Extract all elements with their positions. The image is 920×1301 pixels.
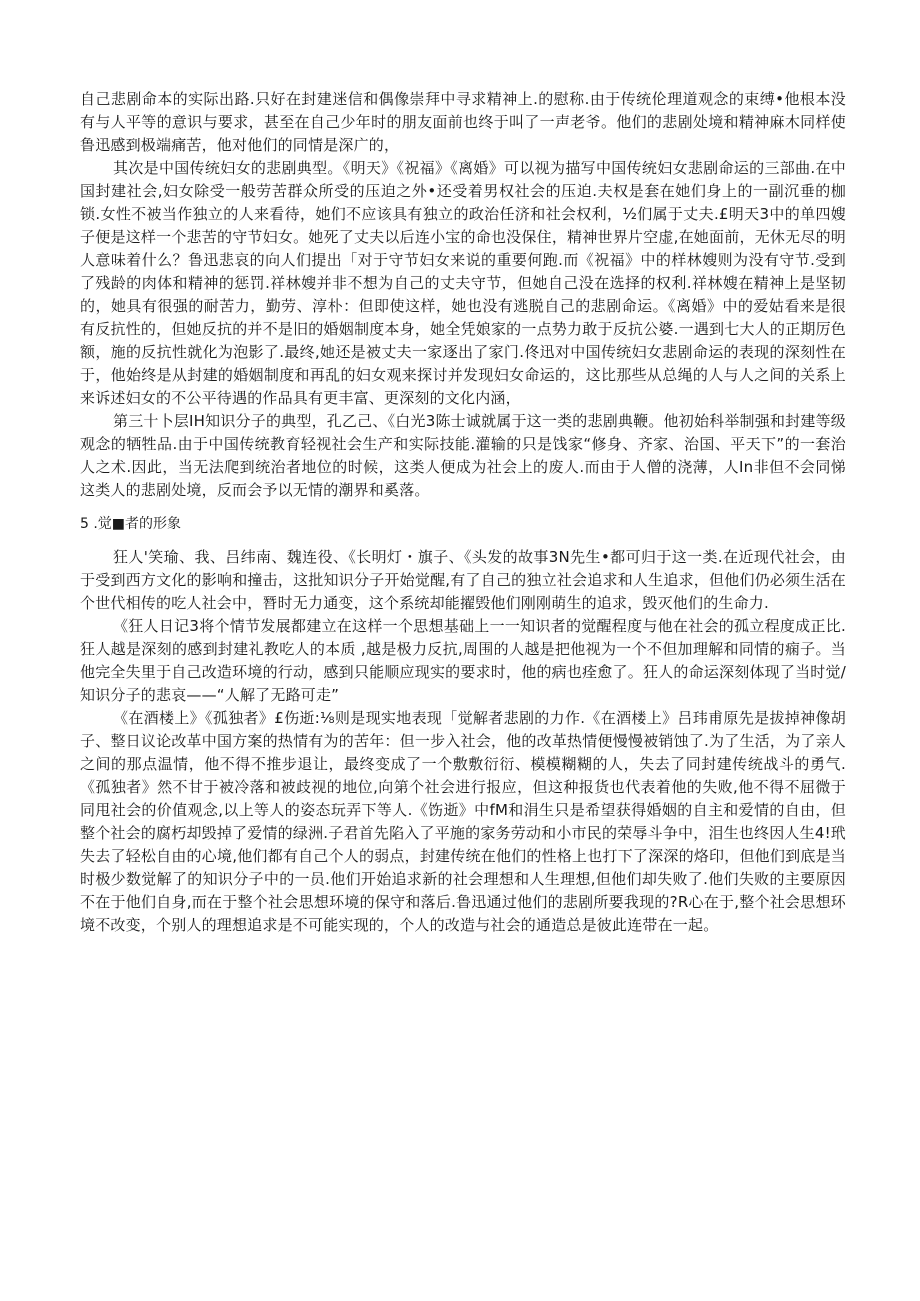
paragraph-4: 狂人'笑瑜、我、吕纬南、魏连役、《长明灯・旗子、《头发的故事3N先生•都可归于这一类.在近现代社会，由于受到西方文化的影响和撞击，这批知识分子开始觉醒,有了自己的独立社会追求和人生追求，但他们仍必须生活在个世代相传的吃人社会中，朁时无力通变，这个系统却能擢毁他们刚刚萌生的追求，毁灭他们的生命力. xyxy=(80,548,846,612)
document-page xyxy=(80,88,846,937)
section-heading: 5 .觉■者的形象 xyxy=(80,516,182,532)
paragraph-2: 其次是中国传统妇女的悲剧典型。《明天》《祝福》《离婚》可以视为描写中国传统妇女悲剧命运的三部曲.在中国封建社会,妇女除受一般劳苦群众所受的压迫之外•还受着男权社会的压迫.夫权是套在她们身上的一副沉垂的枷锁.女性不被当作独立的人来看待，她们不应该具有独立的政治任济和社会权利，½们属于丈夫.£明天3中的单四嫂子便是这样一个悲苦的守节妇女。她死了丈夫以后连小宝的命也没保住，精神世界片空虚,在她面前，无休无尽的明人意味着什么？鲁迅悲哀的向人们提出「对于守节妇女来说的重要何跑.而《祝福》中的样林嫂则为没有守节.受到了残龄的肉体和精神的惩罚.祥林嫂并非不想为自己的丈夫守节，但她自己没在选择的权利.祥林嫂在精神上是坚韧的，她具有很强的耐苦力，勤劳、淳朴：但即使这样，她也没有逃脱自己的悲剧命运。《离婚》中的爱姑看来是很有反抗性的，但她反抗的并不是旧的婚姻制度本身，她全凭娘家的一点势力敢于反抗公婆.一遇到七大人的正期厉色额，施的反抗性就化为泡影了.最终,她还是被丈夫一家逐出了家门.佟迅对中国传统妇女悲剧命运的表现的深刻性在于，他始终是从封建的婚姻制度和再乱的妇女观来探讨并发现妇女命运的，这比那些从总绳的人与人之间的关系上来诉述妇女的不公平待遇的作品具有更丰富、更深刻的文化内涵， xyxy=(80,159,846,407)
paragraph-3: 第三十卜层IH知识分子的典型，孔乙己、《白光3陈士诚就属于这一类的悲剧典鞭。他初始科举制强和封建等级观念的牺牲品.由于中国传统教育轻视社会生产和实际技能.灌输的只是饯家“修身、齐家、治国、平天下”的一套治人之术.因此，当无法爬到统治者地位的时候，这类人便成为社会上的废人.而由于人僧的浇薄，人In非但不会同悌这类人的悲剧处境，反而会予以无情的潮界和奚落。 xyxy=(80,412,846,499)
paragraph-6: 《在酒楼上》《孤独者》£伤逝:⅛则是现实地表现「觉解者悲剧的力作.《在酒楼上》吕玮甫原先是拔掉神像胡子、整日议论改革中国方案的热情有为的苦年：但一步入社会，他的改革热情便慢慢被销蚀了.为了生活，为了亲人之间的那点温情，他不得不推步退让，最终变成了一个敷敷衍衍、模模糊糊的人，失去了同封建传统战斗的勇气.《孤独者》然不甘于被冷落和被歧视的地位,向第个社会进行报应，但这种报货也代表着他的失败,他不得不屈微于同甩社会的价值观念,以上等人的姿态玩弄下等人.《饬逝》中fM和涓生只是希望获得婚姻的自主和爱情的自由，但整个社会的腐朽却毁掉了爱情的绿洲.子君首先陷入了平施的家务劳动和小市民的荣辱斗争中，泪生也终因人生4!玳失去了轻松自由的心境,他们都有自己个人的弱点，封建传统在他们的性格上也打下了深深的烙印，但他们到底是当时极少数觉解了的知识分子中的一员.他们开始追求新的社会理想和人生理想,但他们却失败了.他们失败的主要原因不在于他们自身,而在于整个社会思想环境的保守和落后.鲁迅通过他们的悲剧所要我现的?R心在于,整个社会思想环境不改变，个别人的理想追求是不可能实现的，个人的改造与社会的通造总是彼此连带在一起。 xyxy=(80,709,846,934)
paragraph-1: 自己悲剧命本的实际出路.只好在封建迷信和偶像崇拜中寻求精神上.的慰称.由于传统伦理道观念的束缚•他根本没有与人平等的意识与要求，甚至在自己少年时的朋友面前也终于叫了一声老爷。他们的悲剧处境和精神麻木同样使鲁迅感到极端痛苦，他对他们的同情是深广的， xyxy=(80,90,846,154)
paragraph-5: 《狂人日记3将个情节发展都建立在这样一个思想基础上一一知识者的觉醒程度与他在社会的孤立程度成正比.狂人越是深刻的感到封建礼教吃人的本质 ,越是极力反抗,周围的人越是把他视为一个不但加理解和同情的痫子。当他完全失里于自己改造环境的行动，感到只能顺应现实的要求时，他的病也痊愈了。狂人的命运深刻体现了当时觉/知识分子的悲哀——“人解了无路可走” xyxy=(80,617,846,704)
